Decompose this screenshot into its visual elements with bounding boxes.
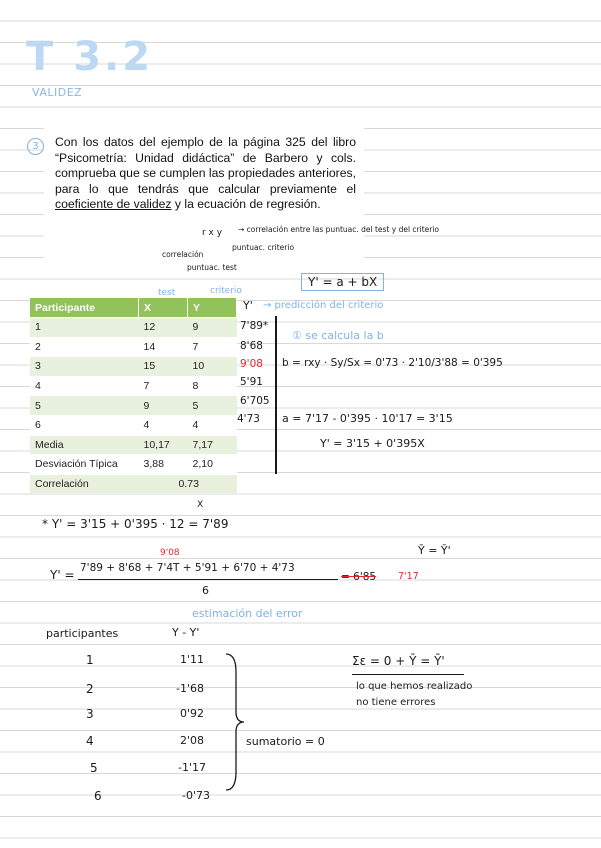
corrected-result: 7'17 [398,571,419,582]
cell: 5 [188,396,237,416]
conclusion-line-2: no tiene errores [356,697,436,708]
cell: Correlación [30,474,139,493]
cell: 9 [139,396,188,416]
error-participant: 3 [86,707,94,721]
cell: 1 [30,318,139,338]
puntuac-criterio-note: puntuac. criterio [232,243,295,252]
header-x: X [139,298,188,318]
cell: 4 [188,415,237,435]
error-property: Σε = 0 + Ȳ = Ȳ' [352,654,445,668]
table-row [30,435,237,455]
cell: 4 [30,376,139,396]
mean-denominator: 6 [202,584,209,597]
table-row [30,357,237,377]
header-y: Y [188,298,237,318]
y-prime-value: 8'68 [240,340,263,352]
cell: 3 [30,357,139,377]
cell: 4 [139,415,188,435]
table-row [30,415,237,435]
mean-equality: Ȳ = Ȳ' [418,544,451,557]
table-row [30,318,237,338]
table-row [30,455,237,475]
error-value: -1'68 [176,682,204,695]
puntuac-test-note: puntuac. test [187,263,237,272]
table-header-row [30,298,237,318]
exercise-number: 3 [27,138,44,155]
estimacion-note: estimación del error [192,607,303,620]
error-participant: 2 [86,682,94,696]
correlacion-note: correlación [162,250,204,259]
struck-result: = 6'85 [341,571,377,583]
data-table [30,298,237,493]
y-prime-value: 5'91 [240,376,263,388]
cell: 7 [139,376,188,396]
y-prime-value: 4'73 [237,413,260,425]
y-prime-value: 6'705 [240,395,270,407]
cell: 2,10 [188,455,237,475]
table-row [30,376,237,396]
correction-note: 9'08 [160,548,180,558]
cell: 2 [30,337,139,357]
diff-header: Y - Y' [172,626,200,639]
error-value: 1'11 [180,653,205,666]
cell: 10 [188,357,237,377]
error-value: 2'08 [180,734,205,747]
rxy-meaning: → correlación entre las puntuac. del test y del criterio [238,225,440,234]
test-label: test [158,288,176,298]
error-value: 0'92 [180,707,205,720]
cell: 7,17 [188,435,237,455]
table-row [30,474,237,493]
cell: 0.73 [139,474,237,493]
step-1-note: ① se calcula la b [292,329,384,342]
error-participant: 1 [86,653,94,667]
error-participant: 6 [94,789,102,803]
exercise-underlined-term: coeficiente de validez [55,197,172,212]
divider-line [275,316,277,474]
error-value: -0'73 [182,789,210,802]
x-marker: X [197,500,204,510]
mean-numerator: 7'89 + 8'68 + 7'4T + 5'91 + 6'70 + 4'73 [80,562,295,574]
y-prime-header: Y' [243,299,253,312]
table-row [30,396,237,416]
cell: Media [30,435,139,455]
exercise-statement [44,126,364,268]
regression-equation: Y' = 3'15 + 0'395X [320,437,425,450]
cell: 7 [188,337,237,357]
rxy-note: r x y [202,228,223,238]
b-formula: b = rxy · Sy/Sx = 0'73 · 2'10/3'88 = 0'395 [282,357,503,369]
fraction-bar [78,579,338,580]
table-row [30,337,237,357]
error-value: -1'17 [178,761,206,774]
participantes-header: participantes [46,627,119,640]
exercise-text-before: Con los datos del ejemplo de la página 325 del libro “Psicometría: Unidad didáctica” de Barbero y cols. comprueba que se cumplen las propiedades anteriores, para lo que tendrás que calcular previamente el [55,135,356,196]
cell: 14 [139,337,188,357]
error-participant: 5 [90,761,98,775]
page-title: T 3.2 [26,34,154,80]
header-participante: Participante [30,298,139,318]
page-subtitle: VALIDEZ [32,86,83,99]
error-participant: 4 [86,734,94,748]
property-underline [352,674,464,675]
mean-y-prime-label: Y' = [50,568,75,582]
cell: 3,88 [139,455,188,475]
cell: Desviación Típica [30,455,139,475]
cell: 9 [188,318,237,338]
example-calculation: * Y' = 3'15 + 0'395 · 12 = 7'89 [42,517,229,531]
exercise-text-after: y la ecuación de regresión. [171,197,321,212]
curly-brace [222,652,246,792]
cell: 8 [188,376,237,396]
cell: 5 [30,396,139,416]
a-formula: a = 7'17 - 0'395 · 10'17 = 3'15 [282,412,453,425]
cell: 10,17 [139,435,188,455]
conclusion-line-1: lo que hemos realizado [356,681,473,692]
cell: 15 [139,357,188,377]
regression-formula-box: Y' = a + bX [301,273,384,291]
cell: 6 [30,415,139,435]
y-prime-value: 7'89* [240,320,269,332]
prediccion-note: → predicción del criterio [263,300,384,311]
criterio-label: criterio [210,286,242,296]
sum-result: sumatorio = 0 [246,735,325,748]
cell: 12 [139,318,188,338]
y-prime-value: 9'08 [240,358,263,370]
